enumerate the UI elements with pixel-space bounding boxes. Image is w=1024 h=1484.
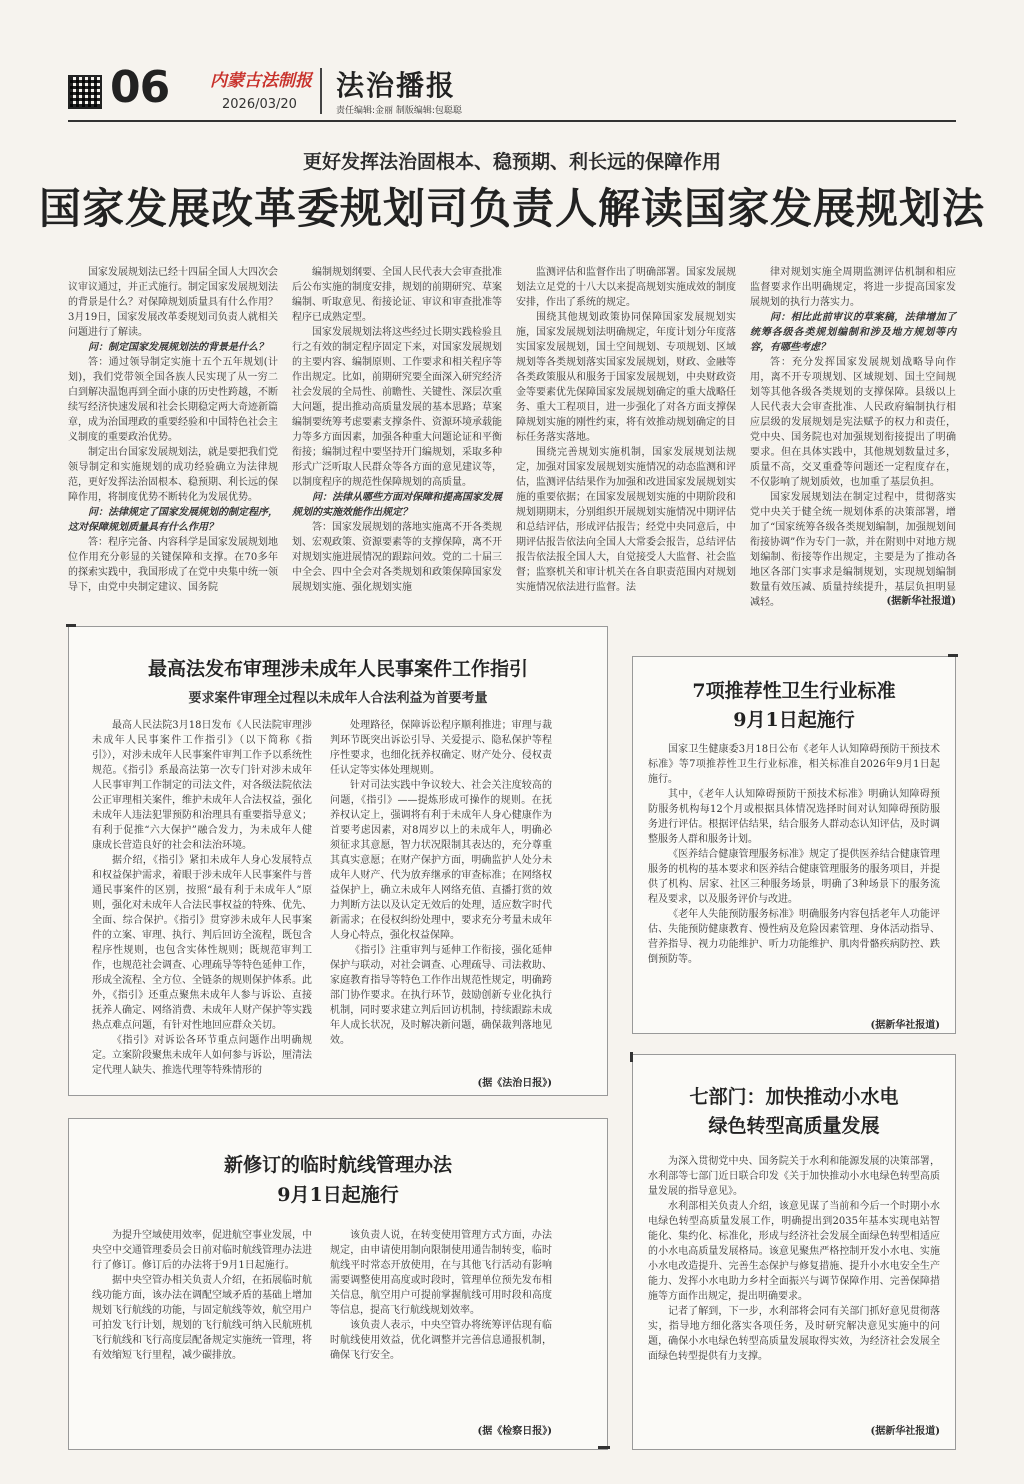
box-corner <box>630 1052 633 1062</box>
masthead-divider <box>320 68 322 114</box>
header-rule <box>68 120 956 122</box>
body-paragraph: 该负责人表示，中央空管办将统筹评估现有临时航线使用效益，优化调整并完善信息通报机制，确保飞行安全。 <box>330 1320 552 1361</box>
qr-code-icon <box>68 75 102 109</box>
body-paragraph: 答：充分发挥国家发展规划战略导向作用，离不开专项规划、区域规划、国土空间规划等其他各级各类规划的支撑保障。县级以上人民代表大会审查批准、人民政府编制执行相应层级的发展规划是宪法赋予的权力和责任，党中央、国务院也对加强规划衔接提出了明确要求。但在具体实践中，其他规划数量过多，质量不高，交叉重叠等问题还一定程度存在，不仅影响了规划质效，也加重了基层负担。 <box>750 357 956 488</box>
question-paragraph: 问：相比此前审议的草案稿，法律增加了统筹各级各类规划编制和涉及地方规划等内容，有哪些考虑？ <box>750 312 956 353</box>
airspace-title-line-2: 9月1日起施行 <box>277 1184 399 1206</box>
body-paragraph: 答：程序完备、内容科学是国家发展规划地位作用充分彰显的关键保障和支撑。在70多年的探索实践中，我国形成了在党中央集中统一领导下，由党中央制定建议、国务院 <box>68 537 278 593</box>
body-paragraph: 国家发展规划法将这些经过长期实践检验且行之有效的制定程序固定下来，对国家发展规划的主要内容、编制原则、工作要求和相关程序等作出规定。比如，前期研究要全面深入研究经济社会发展的全局性、前瞻性、关键性、深层次重大问题，提出推动高质量发展的基本思路；草案编制要统筹考虑要素支撑条件、资源环境承载能力等多方面因素，加强各种重大问题论证和平衡衔接；编制过程中要坚持开门编规划，采取多种形式广泛听取人民群众等各方面的意见建议等，以制度程序的规范性保障规划的高质量。 <box>292 327 502 488</box>
body-paragraph: 《指引》注重审判与延伸工作衔接，强化延伸保护与联动，对社会调查、心理疏导、司法救助、家庭教育指导等特色工作作出规范性规定，明确跨部门协作要求。在执行环节，鼓励创新专业化执行机制，同时要求建立判后回访机制，持续跟踪未成年人成长状况，及时解决新问题，确保裁判落地见效。 <box>330 945 552 1046</box>
minors-credit: (据《法治日报》) <box>477 1078 552 1089</box>
body-paragraph: 答：通过领导制定实施十五个五年规划(计划)，我们党带领全国各族人民实现了从一穷二白到解决温饱再到全面小康的历史性跨越，不断续写经济快速发展和社会长期稳定两大奇迹新篇章，成为治国理政的重要经验和中国特色社会主义制度的重要政治优势。 <box>68 357 278 443</box>
health-body <box>648 742 940 967</box>
question-paragraph: 问：法律规定了国家发展规划的制定程序，这对保障规划质量具有什么作用？ <box>68 507 278 533</box>
hydro-credit: (据新华社报道) <box>870 1426 940 1437</box>
body-paragraph: 制定出台国家发展规划法，就是要把我们党领导制定和实施规划的成功经验确立为法律规范，更好发挥法治固根本、稳预期、利长远的保障作用，将制度优势不断转化为发展优势。 <box>68 447 278 503</box>
body-paragraph: 最高人民法院3月18日发布《人民法院审理涉未成年人民事案件工作指引》（以下简称《指引》），对涉未成年人民事案件审判工作予以系统性规范。《指引》系最高法第一次专门针对涉未成年人民事审判工作制定的司法文件，对各级法院依法公正审理相关案件，维护未成年人合法权益，强化未成年人违法犯罪预防和治理具有重要指导意义；有利于促推“六大保护”融合发力，为未成年人健康成长营造良好的社会和法治环境。 <box>92 720 312 851</box>
body-paragraph: 国家发展规划法已经十四届全国人大四次会议审议通过，并正式施行。制定国家发展规划法的背景是什么？对保障规划质量具有什么作用？3月19日，国家发展改革委规划司负责人就相关问题进行了解读。 <box>68 267 278 338</box>
minors-title: 最高法发布审理涉未成年人民事案件工作指引 <box>147 658 528 680</box>
question-paragraph: 问：法律从哪些方面对保障和提高国家发展规划的实施效能作出规定？ <box>292 492 502 518</box>
minors-subtitle: 要求案件审理全过程以未成年人合法利益为首要考量 <box>188 691 488 706</box>
lead-column-2 <box>292 265 502 595</box>
lead-column-1 <box>68 265 278 595</box>
body-paragraph: 针对司法实践中争议较大、社会关注度较高的问题，《指引》——提炼形成可操作的规则。在抚养权认定上，强调将有利于未成年人身心健康作为首要考虑因素，对8周岁以上的未成年人，明确必须征求其意愿，智力状况限制其表达的，充分尊重其真实意愿；在财产保护方面，明确监护人处分未成年人财产、代为放弃继承的审查标准；在网络权益保护上，确立未成年人网络充值、直播打赏的效力判断方法以及认定无效后的处理，适应数字时代新需求；在侵权纠纷处理中，要求充分考量未成年人身心特点，强化权益保障。 <box>330 780 552 941</box>
body-paragraph: 答：国家发展规划的落地实施离不开各类规划、宏观政策、资源要素等的支撑保障，离不开对规划实施进展情况的跟踪问效。党的二十届三中全会、四中全会对各类规划和政策保障国家发展规划实施、强化规划实施 <box>292 522 502 593</box>
health-credit: (据新华社报道) <box>870 1020 940 1031</box>
body-paragraph: 国家卫生健康委3月18日公布《老年人认知障碍预防干预技术标准》等7项推荐性卫生行业标准，相关标准自2026年9月1日起施行。 <box>648 744 940 785</box>
minors-column-1 <box>92 718 312 1078</box>
airspace-title-line-1: 新修订的临时航线管理办法 <box>223 1154 452 1176</box>
body-paragraph: 律对规划实施全周期监测评估机制和相应监督要求作出明确规定，将进一步提高国家发展规划的执行力落实力。 <box>750 267 956 308</box>
hydro-title-line-1: 七部门：加快推动小水电 <box>689 1086 899 1108</box>
body-paragraph: 围绕完善规划实施机制，国家发展规划法规定，加强对国家发展规划实施情况的动态监测和评估，监测评估结果作为加强和改进国家发展规划实施的重要依据；在国家发展规划实施的中期阶段和规划期期末，分别组织开展规划实施情况中期评估和总结评估，形成评估报告；经党中央同意后，中期评估报告依法向全国人大常委会报告，总结评估报告依法报全国人大，自觉接受人大监督、社会监督；监察机关和审计机关在各自职责范围内对规划实施情况依法进行监督。法 <box>516 447 736 593</box>
body-paragraph: 据中央空管办相关负责人介绍，在拓展临时航线功能方面，该办法在调配空域矛盾的基础上增加规划飞行航线的功能，与固定航线等效，航空用户可拍发飞行计划，规划的飞行航线可纳入民航班机飞行航线和飞行高度层配备规定实施统一管理，将有效缩短飞行里程，减少碳排放。 <box>92 1275 312 1361</box>
box-corner <box>66 624 76 627</box>
body-paragraph: 为提升空域使用效率，促进航空事业发展，中央空中交通管理委员会日前对临时航线管理办法进行了修订。修订后的办法将于9月1日起施行。 <box>92 1230 312 1271</box>
lead-column-4 <box>750 265 956 610</box>
page-number: 06 <box>110 62 170 113</box>
body-paragraph: 处理路径，保障诉讼程序顺利推进；审理与裁判环节既突出诉讼引导、关爱提示、隐私保护等程序性要求，也细化抚养权确定、财产处分、侵权责任认定等实体处理规则。 <box>330 720 552 776</box>
lead-credit: (据新华社报道) <box>886 596 956 607</box>
lead-headline: 国家发展改革委规划司负责人解读国家发展规划法 <box>38 184 985 233</box>
hydro-title-line-2: 绿色转型高质量发展 <box>708 1115 880 1137</box>
newspaper-logo: 内蒙古法制报 <box>210 71 312 91</box>
question-paragraph: 问：制定国家发展规划法的背景是什么？ <box>88 342 268 353</box>
lead-subhead: 更好发挥法治固根本、稳预期、利长远的保障作用 <box>302 151 721 173</box>
body-paragraph: 其中，《老年人认知障碍预防干预技术标准》明确认知障碍预防服务机构每12个月或根据具体情况选择时间对认知障碍预防服务进行评估。根据评估结果，结合服务人群动态认知评估，及时调整服务人群和服务计划。 <box>648 789 940 845</box>
box-corner <box>948 654 958 657</box>
health-title-line-1: 7项推荐性卫生行业标准 <box>692 680 896 702</box>
body-paragraph: 据介绍，《指引》紧扣未成年人身心发展特点和权益保护需求，着眼于涉未成年人民事案件与普通民事案件的区别，按照“最有利于未成年人”原则，强化对未成年人合法民事权益的特殊、优先、全面、综合保护。《指引》贯穿涉未成年人民事案件的立案、审理、执行、判后回访全流程，既包含程序性规则，也包含实体性规则；既规范审判工作，也规范社会调查、心理疏导等特色延伸工作，形成全流程、全方位、全链条的规则保护体系。此外，《指引》还重点聚焦未成年人参与诉讼、直接抚养人确定、网络消费、未成年人财产保护等实践热点难点问题，有针对性地回应群众关切。 <box>92 855 312 1031</box>
body-paragraph: 《老年人失能预防服务标准》明确服务内容包括老年人功能评估、失能预防健康教育、慢性病及危险因素管理、身体活动指导、营养指导、视力功能维护、听力功能维护、肌肉骨骼疾病防控、跌倒预防等。 <box>648 909 940 965</box>
airspace-column-1 <box>92 1228 312 1363</box>
body-paragraph: 该负责人说，在转变使用管理方式方面，办法规定，由申请使用制向限制使用通告制转变，临时航线平时常态开放使用，在与其他飞行活动有影响需要调整使用高度或时段时，管理单位预先发布相关信息，航空用户可提前掌握航线可用时段和高度等信息，提高飞行航线规划效率。 <box>330 1230 552 1316</box>
editors-line: 责任编辑:金丽 制版编辑:包聪聪 <box>336 106 462 116</box>
body-paragraph: 《指引》对诉讼各环节重点问题作出明确规定。立案阶段聚焦未成年人如何参与诉讼，厘清法定代理人缺失、推选代理等特殊情形的 <box>92 1035 312 1076</box>
issue-date: 2026/03/20 <box>222 97 297 112</box>
body-paragraph: 记者了解到，下一步，水利部将会同有关部门抓好意见贯彻落实，指导地方细化落实各项任务，及时研究解决意见实施中的问题，确保小水电绿色转型高质量发展取得实效，为经济社会发展全面绿色转型提供有力支撑。 <box>648 1306 940 1362</box>
hydro-body <box>648 1154 940 1364</box>
body-paragraph: 水利部相关负责人介绍，该意见谋了当前和今后一个时期小水电绿色转型高质量发展工作，明确提出到2035年基本实现电站智能化、集约化、标准化，形成与经济社会发展全面绿色转型相适应的小水电高质量发展格局。该意见聚焦严格控制开发小水电、实施小水电改造提升、完善生态保护与修复措施、提升小水电安全生产能力、发挥小水电助力乡村全面振兴与调节保障作用、完善保障措施等方面作出规定，提出明确要求。 <box>648 1201 940 1302</box>
body-paragraph: 为深入贯彻党中央、国务院关于水利和能源发展的决策部署，水利部等七部门近日联合印发《关于加快推动小水电绿色转型高质量发展的指导意见》。 <box>648 1156 940 1197</box>
box-corner <box>598 1446 610 1449</box>
body-paragraph: 《医养结合健康管理服务标准》规定了提供医养结合健康管理服务的机构的基本要求和医养结合健康管理服务的服务项目，并提供了机构、居家、社区三种服务场景，明确了3种场景下的服务流程及要求，以及服务评价与改进。 <box>648 849 940 905</box>
airspace-column-2 <box>330 1228 552 1363</box>
body-paragraph: 国家发展规划法在制定过程中，贯彻落实党中央关于健全统一规划体系的决策部署，增加了“国家统筹各级各类规划编制，加强规划间衔接协调”作为专门一款，并在附则中对地方规划编制、衔接等作出规定，主要是为了推动各地区各部门实事求是编制规划，实现规划编制数量有效压减、质量持续提升，基层负担明显减轻。 <box>750 492 956 608</box>
body-paragraph: 编制规划纲要、全国人民代表大会审查批准后公布实施的制度安排，规划的前期研究、草案编制、听取意见、衔接论证、审议和审查批准等程序已成熟定型。 <box>292 267 502 323</box>
health-title-line-2: 9月1日起施行 <box>733 709 855 731</box>
airspace-credit: (据《检察日报》) <box>477 1426 552 1437</box>
body-paragraph: 监测评估和监督作出了明确部署。国家发展规划法立足党的十八大以来提高规划实施成效的制度安排，作出了系统的规定。 <box>516 267 736 308</box>
section-title: 法治播报 <box>336 69 457 102</box>
body-paragraph: 围绕其他规划政策协同保障国家发展规划实施，国家发展规划法明确规定，年度计划分年度落实国家发展规划，国土空间规划、专项规划、区域规划等各类规划落实国家发展规划，财政、金融等各类政策服从和服务于国家发展规划，中央财政资金等要素优先保障国家发展规划确定的重大战略任务、重大工程项目，进一步强化了对各方面支撑保障规划实施的刚性约束，将有效推动规划确定的目标任务落实落地。 <box>516 312 736 443</box>
minors-column-2 <box>330 718 552 1048</box>
lead-column-3 <box>516 265 736 595</box>
